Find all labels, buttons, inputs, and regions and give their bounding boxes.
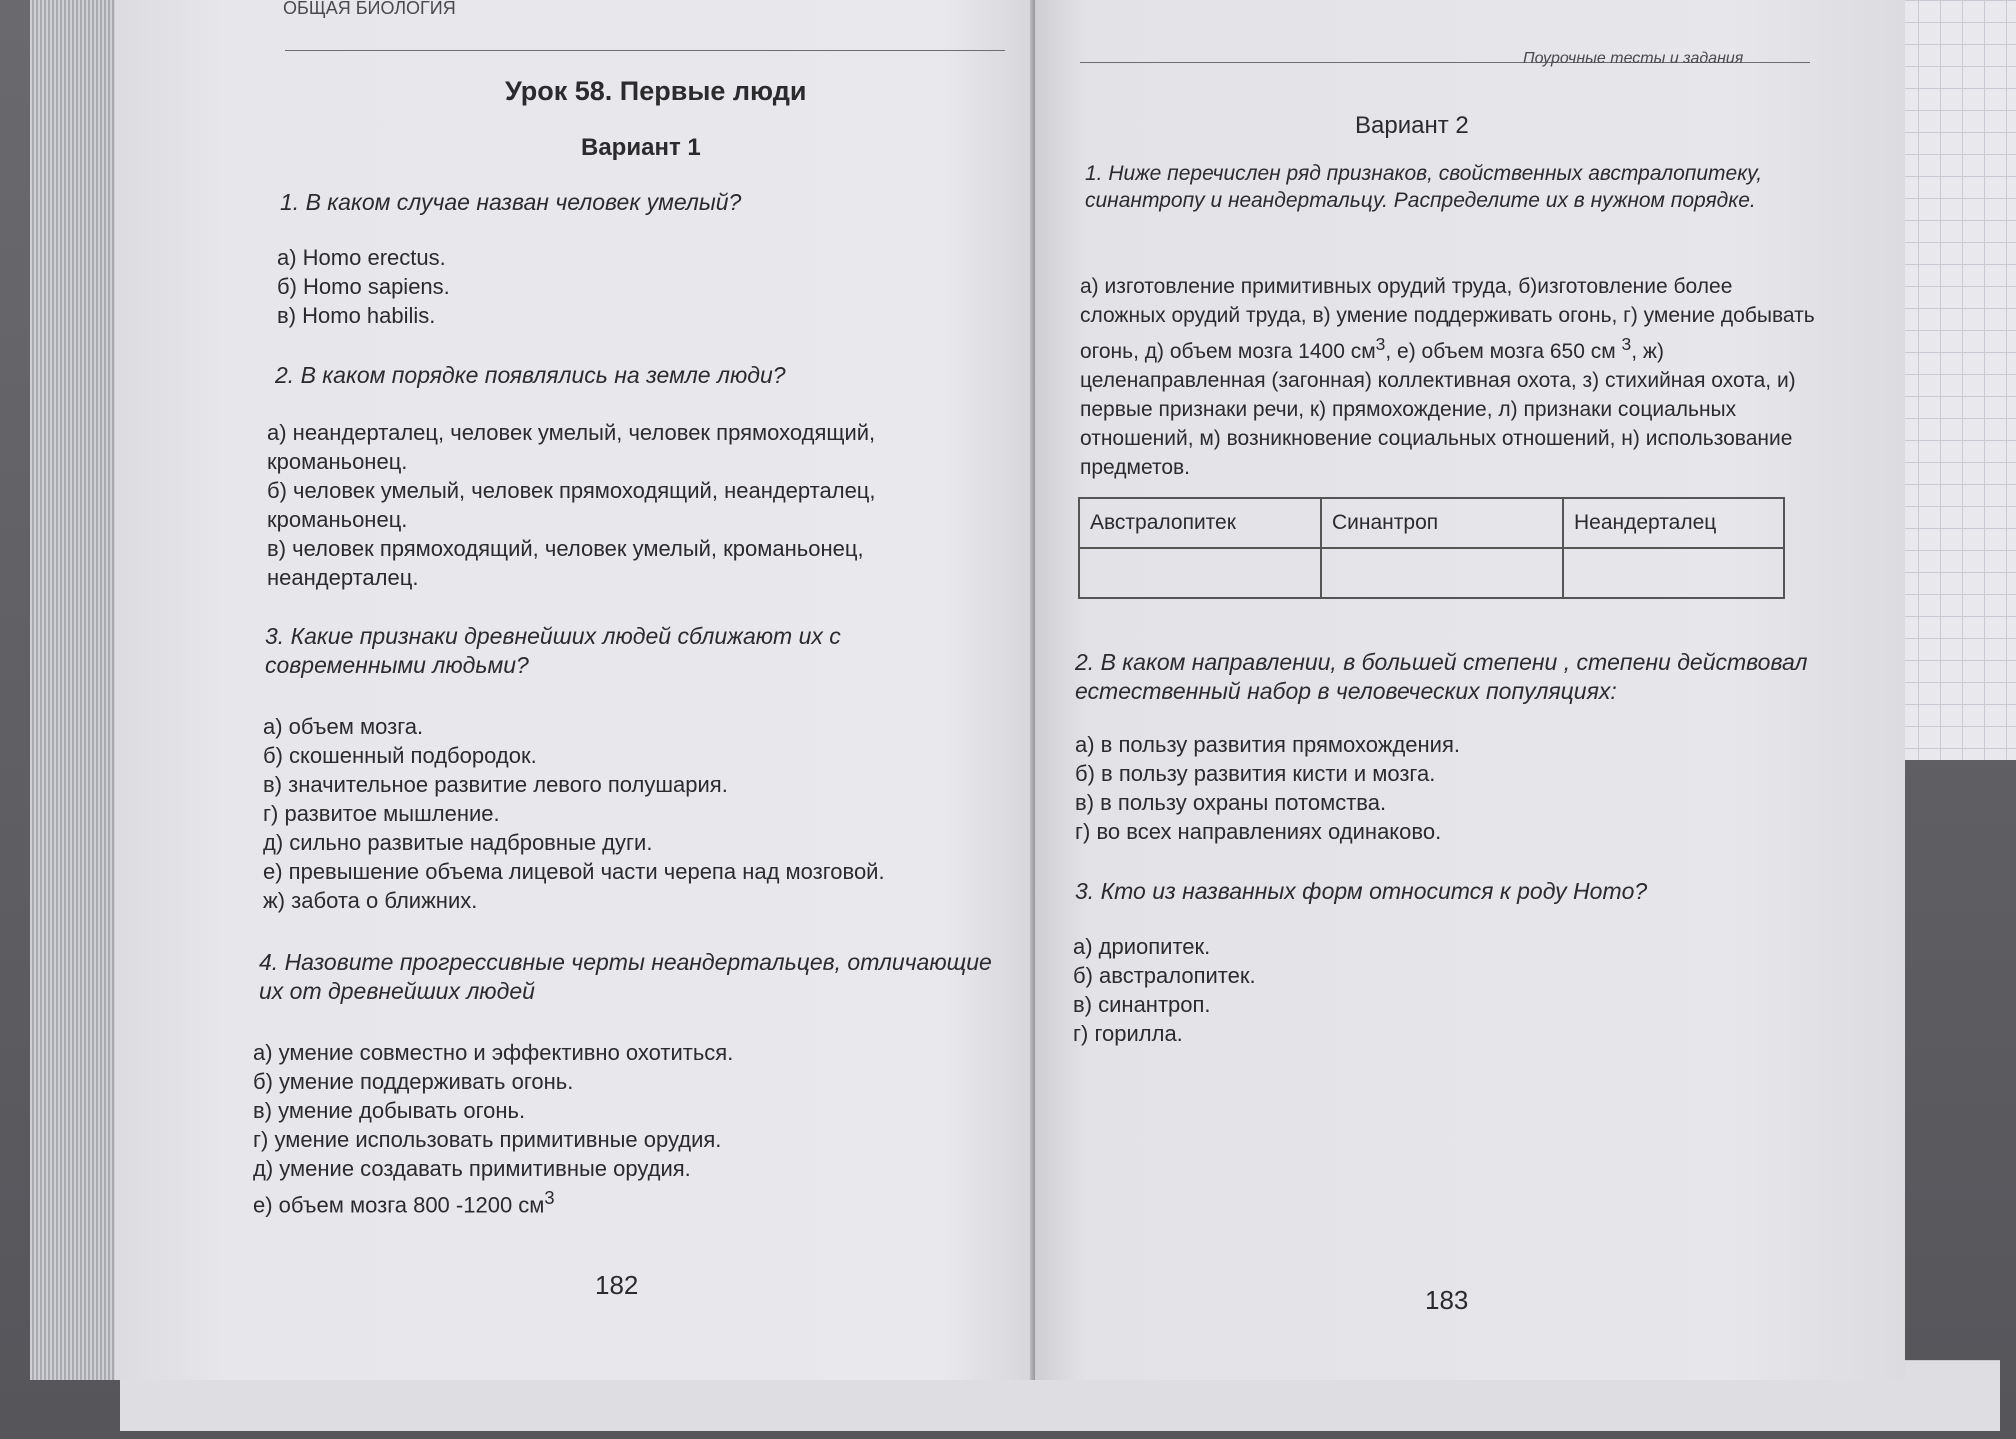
traits-table <box>1078 497 1785 599</box>
question-1-options <box>277 243 997 330</box>
question-2: 2. В каком направлении, в большей степени , степени действовал естественный набор в человеческих популяциях: <box>1075 649 1808 704</box>
option: ж) забота о ближних. <box>263 888 478 913</box>
option: в) Homo habilis. <box>277 303 436 328</box>
header-rule-left <box>285 50 1005 51</box>
question-1-traits <box>1080 272 1820 482</box>
left-page <box>115 0 1035 1380</box>
option: а) неандерталец, человек умелый, человек прямоходящий, кроманьонец. <box>267 420 876 474</box>
option: г) во всех направлениях одинаково. <box>1075 819 1442 844</box>
book-page-edges <box>30 0 120 1380</box>
option: б) Homo sapiens. <box>277 274 450 299</box>
option: а) объем мозга. <box>263 714 424 739</box>
table-header-cell: Неандерталец <box>1563 498 1784 548</box>
variant-1-heading: Вариант 1 <box>581 134 701 161</box>
question-4-options <box>253 1038 1003 1219</box>
table-header-cell: Австралопитек <box>1079 498 1321 548</box>
table-row <box>1079 548 1784 598</box>
option: а) дриопитек. <box>1073 934 1211 959</box>
question-2: 2. В каком порядке появлялись на земле люди? <box>275 362 786 388</box>
page-number-right: 183 <box>1425 1285 1469 1315</box>
variant-2-heading: Вариант 2 <box>1355 112 1469 139</box>
option: а) Homo erectus. <box>277 245 446 270</box>
option: в) в пользу охраны потомства. <box>1075 790 1387 815</box>
question-3-options <box>263 712 1003 915</box>
page-number-left: 182 <box>595 1270 639 1300</box>
question-1: 1. В каком случае назван человек умелый? <box>280 189 742 215</box>
option-text: е) объем мозга 800 -1200 см <box>253 1192 545 1218</box>
option: в) умение добывать огонь. <box>253 1098 526 1123</box>
superscript: 3 <box>1621 334 1632 354</box>
option: б) человек умелый, человек прямоходящий, неандерталец, кроманьонец. <box>267 478 876 532</box>
option: б) в пользу развития кисти и мозга. <box>1075 761 1436 786</box>
question-3-options <box>1073 932 1813 1048</box>
superscript: 3 <box>544 1187 555 1208</box>
option: д) сильно развитые надбровные дуги. <box>263 830 653 855</box>
option: а) умение совместно и эффективно охотиться. <box>253 1040 734 1065</box>
option: а) в пользу развития прямохождения. <box>1075 732 1460 757</box>
option: г) умение использовать примитивные орудия. <box>253 1127 722 1152</box>
traits-text: , ж) целенаправленная (загонная) коллективная охота, з) стихийная охота, и) первые признаки речи, к) прямохождение, л) признаки социальных отношений, м) возникновение социальных отношений, н) использование предметов. <box>1080 340 1796 479</box>
table-cell[interactable] <box>1563 548 1784 598</box>
option <box>253 1183 1003 1219</box>
superscript: 3 <box>1375 334 1386 354</box>
lesson-title: Урок 58. Первые люди <box>505 76 807 106</box>
option: б) умение поддерживать огонь. <box>253 1069 574 1094</box>
option: в) значительное развитие левого полушария. <box>263 772 728 797</box>
traits-text: , е) объем мозга 650 см <box>1385 340 1622 363</box>
running-header-left: ОБЩАЯ БИОЛОГИЯ <box>283 0 456 18</box>
option: в) синантроп. <box>1073 992 1211 1017</box>
table-cell[interactable] <box>1321 548 1563 598</box>
running-header-right: Поурочные тесты и задания <box>1523 50 1744 67</box>
table-header-row <box>1079 498 1784 548</box>
table-header-cell: Синантроп <box>1321 498 1563 548</box>
question-2-options <box>267 418 1007 592</box>
table-cell[interactable] <box>1079 548 1321 598</box>
question-2-options <box>1075 730 1815 846</box>
option: б) австралопитек. <box>1073 963 1256 988</box>
option: д) умение создавать примитивные орудия. <box>253 1156 691 1181</box>
question-3: 3. Какие признаки древнейших людей сближают их с современными людьми? <box>265 623 841 678</box>
question-1: 1. Ниже перечислен ряд признаков, свойственных австралопитеку, синантропу и неандертальцу. Распределите их в нужном порядке. <box>1085 162 1763 212</box>
question-3: 3. Кто из названных форм относится к роду Homo? <box>1075 878 1648 904</box>
question-4: 4. Назовите прогрессивные черты неандертальцев, отличающие их от древнейших людей <box>259 949 992 1004</box>
option: г) горилла. <box>1073 1021 1183 1046</box>
traits-text: а) изготовление примитивных орудий труда, б)изготовление более сложных орудий труда, в) умение поддерживать огонь, г) умение добывать огонь, д) объем мозга 1400 см <box>1080 275 1815 363</box>
option: б) скошенный подбородок. <box>263 743 537 768</box>
option: г) развитое мышление. <box>263 801 500 826</box>
option: в) человек прямоходящий, человек умелый, кроманьонец, неандерталец. <box>267 536 864 590</box>
right-page <box>1035 0 1905 1380</box>
option: е) превышение объема лицевой части черепа над мозговой. <box>263 859 885 884</box>
